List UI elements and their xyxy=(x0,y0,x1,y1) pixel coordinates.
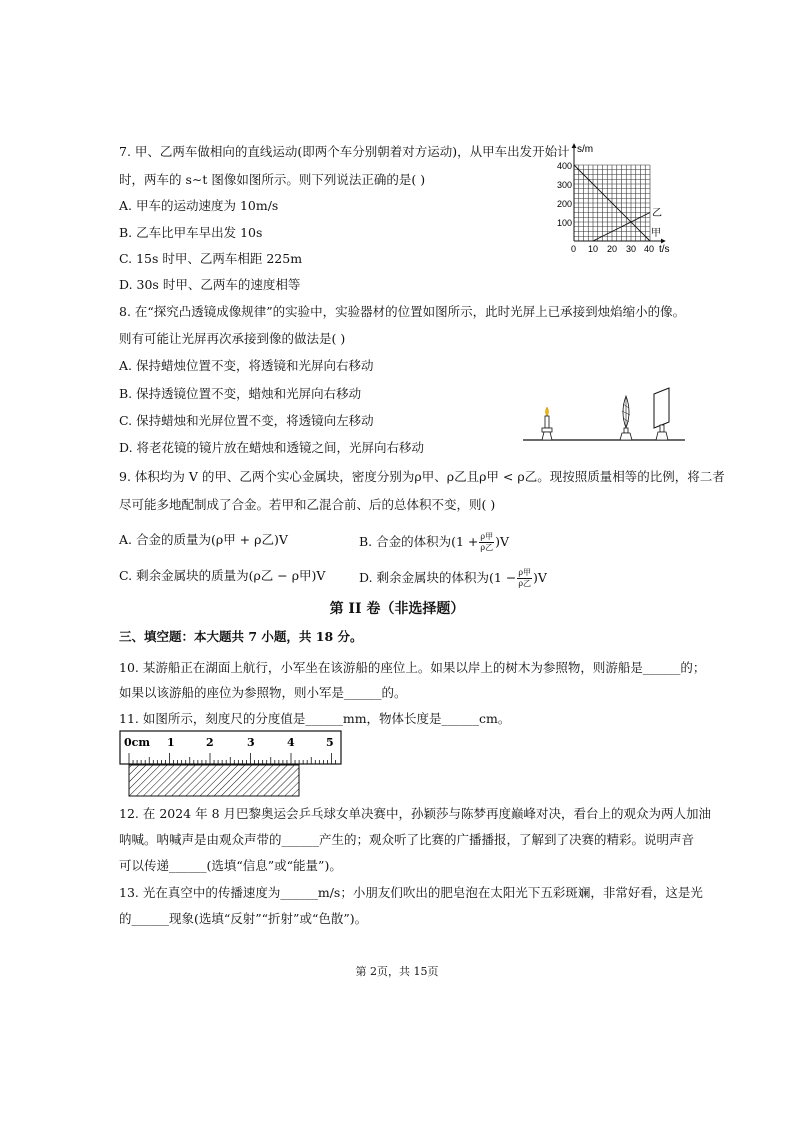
fraction-denominator: ρ乙 xyxy=(480,543,494,552)
page-footer: 第 2页，共 15页 xyxy=(355,965,439,978)
q8-stem-line2: 则有可能让光屏再次承接到像的做法是( ) xyxy=(119,331,346,346)
q8-option-b: B. 保持透镜位置不变，蜡烛和光屏向右移动 xyxy=(119,386,362,401)
q13-line2: 的______现象(选填“反射”“折射”或“色散”)。 xyxy=(119,911,368,926)
q13-line1: 13. 光在真空中的传播速度为______m/s；小朋友们吹出的肥皂泡在太阳光下五彩斑斓，非常好看，这是光 xyxy=(119,885,703,900)
ytick-300: 300 xyxy=(557,180,573,190)
ruler-label-3: 3 xyxy=(247,736,255,749)
candle-icon xyxy=(542,407,552,440)
light-screen-icon xyxy=(654,388,669,440)
label-jia: 甲 xyxy=(651,228,661,239)
q7-option-b: B. 乙车比甲车早出发 10s xyxy=(119,225,263,240)
q11-ruler-figure xyxy=(119,728,345,798)
label-yi: 乙 xyxy=(652,208,662,219)
q7-option-d: D. 30s 时甲、乙两车的速度相等 xyxy=(119,277,301,292)
q9-stem-line2: 尽可能多地配制成了合金。若甲和乙混合前、后的总体积不变，则( ) xyxy=(119,497,496,512)
ytick-400: 400 xyxy=(557,161,573,171)
q9-option-a: A. 合金的质量为(ρ甲 + ρ乙)V xyxy=(119,532,288,547)
q9-option-b-post: )V xyxy=(495,534,510,549)
q9-option-d xyxy=(359,568,547,589)
q11-line: 11. 如图所示，刻度尺的分度值是______mm，物体长度是______cm。 xyxy=(119,711,511,726)
xtick-40: 40 xyxy=(644,244,655,254)
ruler-label-5: 5 xyxy=(326,736,334,749)
q9-option-d-fraction xyxy=(517,568,532,589)
q8-option-a: A. 保持蜡烛位置不变，将透镜和光屏向右移动 xyxy=(119,358,374,373)
q7-st-graph xyxy=(555,138,675,258)
fraction-denominator: ρ乙 xyxy=(518,579,532,588)
q9-option-c: C. 剩余金属块的质量为(ρ乙 − ρ甲)V xyxy=(119,568,326,583)
q7-stem-line2: 时，两车的 s∼t 图像如图所示。则下列说法正确的是( ) xyxy=(119,172,426,187)
q9-option-b-fraction xyxy=(479,532,494,553)
q7-stem-line1: 7. 甲、乙两车做相向的直线运动(即两个车分别朝着对方运动)，从甲车出发开始计 xyxy=(119,144,570,159)
y-axis-label: s/m xyxy=(577,144,594,155)
q8-option-d: D. 将老花镜的镜片放在蜡烛和透镜之间，光屏向右移动 xyxy=(119,440,425,455)
q10-line2: 如果以该游船的座位为参照物，则小军是______的。 xyxy=(119,685,407,700)
q10-line1: 10. 某游船正在湖面上航行，小军坐在该游船的座位上。如果以岸上的树木为参照物，则游船是______的； xyxy=(119,660,706,675)
ruler-label-0: 0cm xyxy=(124,736,150,749)
part-title: 第 II 卷（非选择题） xyxy=(329,601,465,617)
xtick-30: 30 xyxy=(626,244,637,254)
fraction-numerator: ρ甲 xyxy=(480,532,494,541)
q8-option-c: C. 保持蜡烛和光屏位置不变，将透镜向左移动 xyxy=(119,413,374,428)
xtick-0: 0 xyxy=(571,244,577,254)
xtick-10: 10 xyxy=(588,244,599,254)
ytick-200: 200 xyxy=(557,199,573,209)
q8-stem-line1: 8. 在“探究凸透镜成像规律”的实验中，实验器材的位置如图所示，此时光屏上已承接到烛焰缩小的像。 xyxy=(119,304,686,319)
q9-option-b xyxy=(359,532,509,553)
ruler-label-4: 4 xyxy=(287,736,295,749)
ruler-label-2: 2 xyxy=(206,736,214,749)
q7-option-c: C. 15s 时甲、乙两车相距 225m xyxy=(119,251,303,266)
q9-option-d-pre: D. 剩余金属块的体积为(1 − xyxy=(359,570,517,585)
q12-line1: 12. 在 2024 年 8 月巴黎奥运会乒乓球女单决赛中，孙颖莎与陈梦再度巅峰对决，看台上的观众为两人加油 xyxy=(119,806,712,821)
section-heading: 三、填空题：本大题共 7 小题，共 18 分。 xyxy=(119,629,363,644)
q7-option-a: A. 甲车的运动速度为 10m/s xyxy=(119,198,279,213)
xtick-20: 20 xyxy=(607,244,618,254)
convex-lens-icon xyxy=(620,396,632,440)
q9-stem-line1: 9. 体积均为 V 的甲、乙两个实心金属块，密度分别为ρ甲、ρ乙且ρ甲 < ρ乙。现按照质量相等的比例，将二者 xyxy=(119,469,725,484)
fraction-numerator: ρ甲 xyxy=(518,568,532,577)
ruler-label-1: 1 xyxy=(167,736,175,749)
measured-object xyxy=(129,765,299,796)
q8-optical-bench-figure xyxy=(520,384,690,446)
q9-option-b-pre: B. 合金的体积为(1 + xyxy=(359,534,479,549)
ytick-100: 100 xyxy=(557,218,573,228)
q12-line2: 呐喊。呐喊声是由观众声带的______产生的；观众听了比赛的广播播报，了解到了决赛的精彩。说明声音 xyxy=(119,832,695,847)
q12-line3: 可以传递______(选填“信息”或“能量”)。 xyxy=(119,858,342,873)
x-axis-label: t/s xyxy=(659,244,670,255)
q9-option-d-post: )V xyxy=(533,570,547,585)
